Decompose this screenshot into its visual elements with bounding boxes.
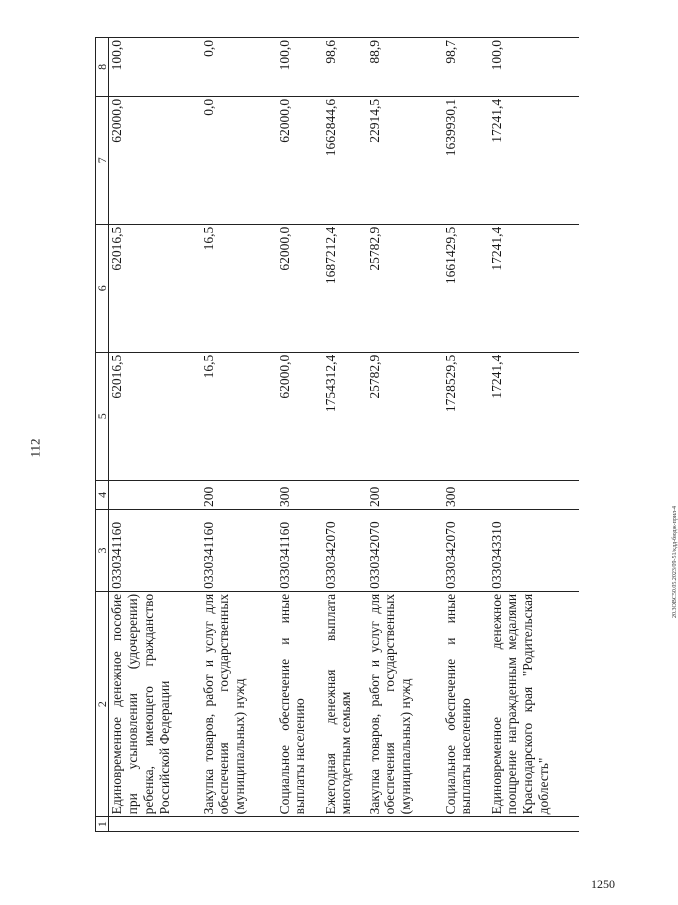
row-code: 0330341160	[277, 510, 323, 592]
header-cell-8: 8	[96, 38, 109, 97]
row-type: 200	[201, 480, 277, 509]
row-value-5: 1728529,5	[443, 352, 489, 480]
row-name: Социальное обеспечение и иные выплаты населению	[277, 591, 323, 817]
row-code: 0330342070	[323, 510, 367, 592]
row-value-8: 0,0	[201, 38, 277, 97]
row-name: Ежегодная денежная выплата многодетным семьям	[323, 591, 367, 817]
row-value-8: 100,0	[489, 38, 579, 97]
row-code: 0330342070	[367, 510, 443, 592]
row-index-cell	[323, 817, 367, 832]
row-code: 0330341160	[109, 510, 201, 592]
row-value-5: 1754312,4	[323, 352, 367, 480]
row-value-6: 62000,0	[277, 224, 323, 352]
row-value-8: 100,0	[277, 38, 323, 97]
header-cell-2: 2	[96, 591, 109, 817]
header-cell-6: 6	[96, 224, 109, 352]
row-value-6: 17241,4	[489, 224, 579, 352]
row-name: Единовременное денежное поощрение награжденным медалями Краснодарского края "Родительская доблесть"	[489, 591, 579, 817]
row-index-cell	[489, 817, 579, 832]
row-type	[489, 480, 579, 509]
document-code: 20.3ОВС50.05.2023/09-51/кдд-бюдж-прил-4	[672, 505, 678, 618]
header-cell-3: 3	[96, 510, 109, 592]
row-index-cell	[109, 817, 201, 832]
table-row	[201, 38, 277, 832]
row-value-7: 22914,5	[367, 96, 443, 224]
header-cell-7: 7	[96, 96, 109, 224]
row-index-cell	[201, 817, 277, 832]
row-name: Социальное обеспечение и иные выплаты населению	[443, 591, 489, 817]
header-cell-4: 4	[96, 480, 109, 509]
row-type	[109, 480, 201, 509]
table-row	[367, 38, 443, 832]
row-type	[323, 480, 367, 509]
row-value-6: 1661429,5	[443, 224, 489, 352]
row-index-cell	[367, 817, 443, 832]
row-value-7: 62000,0	[109, 96, 201, 224]
row-index-cell	[443, 817, 489, 832]
row-type: 300	[443, 480, 489, 509]
row-value-8: 88,9	[367, 38, 443, 97]
row-name: Закупка товаров, работ и услуг для обеспечения государственных (муниципальных) нужд	[367, 591, 443, 817]
row-value-7: 1639930,1	[443, 96, 489, 224]
row-value-6: 1687212,4	[323, 224, 367, 352]
sheet-number: 1250	[591, 877, 615, 891]
table-row	[323, 38, 367, 832]
table-row	[443, 38, 489, 832]
table-row	[109, 38, 201, 832]
row-value-5: 17241,4	[489, 352, 579, 480]
row-value-6: 16,5	[201, 224, 277, 352]
row-value-6: 62016,5	[109, 224, 201, 352]
page-number: 112	[27, 438, 43, 458]
row-value-7: 17241,4	[489, 96, 579, 224]
row-index-cell	[277, 817, 323, 832]
budget-table	[95, 37, 579, 832]
row-value-7: 1662844,6	[323, 96, 367, 224]
row-value-8: 100,0	[109, 38, 201, 97]
row-value-5: 62016,5	[109, 352, 201, 480]
row-type: 200	[367, 480, 443, 509]
rotated-table-container	[95, 37, 595, 832]
row-value-8: 98,6	[323, 38, 367, 97]
table-row	[277, 38, 323, 832]
row-code: 0330341160	[201, 510, 277, 592]
row-value-5: 62000,0	[277, 352, 323, 480]
row-value-7: 0,0	[201, 96, 277, 224]
row-value-8: 98,7	[443, 38, 489, 97]
row-value-5: 16,5	[201, 352, 277, 480]
row-code: 0330343310	[489, 510, 579, 592]
row-name: Закупка товаров, работ и услуг для обеспечения государственных (муниципальных) нужд	[201, 591, 277, 817]
row-value-6: 25782,9	[367, 224, 443, 352]
header-cell-1: 1	[96, 817, 109, 832]
table-row	[489, 38, 579, 832]
row-value-7: 62000,0	[277, 96, 323, 224]
row-type: 300	[277, 480, 323, 509]
header-row	[96, 38, 109, 832]
row-code: 0330342070	[443, 510, 489, 592]
row-value-5: 25782,9	[367, 352, 443, 480]
row-name: Единовременное денежное пособие при усыновлении (удочерении) ребенка, имеющего гражданство Российской Федерации	[109, 591, 201, 817]
header-cell-5: 5	[96, 352, 109, 480]
